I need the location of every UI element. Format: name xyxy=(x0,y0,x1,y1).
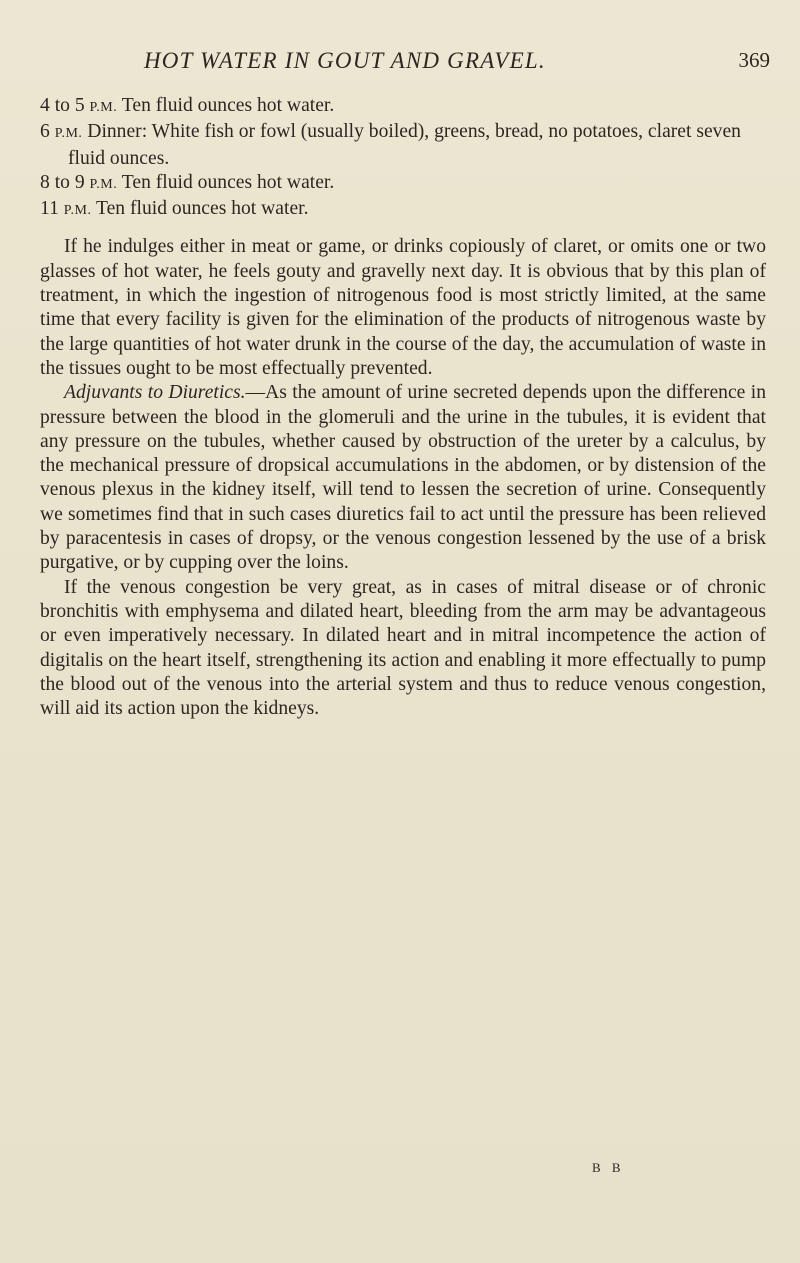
page-body xyxy=(40,94,766,721)
signature-mark: B B xyxy=(592,1160,625,1175)
schedule-entry: 11 P.M. Ten fluid ounces hot water. xyxy=(40,198,309,220)
paragraph-gout-diet: If he indulges either in meat or game, or drinks copiously of claret, or omits one or two glasses of hot water, he feels gouty and gravelly next day. It is obvious that by this plan of treatment, in which the ingestion of nitrogenous food is most strictly limited, at the same time that every facility is given for the elimination of the products of nitrogenous waste by the large quantities of hot water drunk in the course of the day, the accumulation of waste in the tissues ought to be most effectually prevented. xyxy=(40,236,766,379)
schedule-entry: 4 to 5 P.M. Ten fluid ounces hot water. xyxy=(40,95,335,116)
page-header xyxy=(40,48,770,82)
section-heading: Adjuvants to Diuretics. xyxy=(64,382,246,404)
schedule-entry: 8 to 9 P.M. Ten fluid ounces hot water. xyxy=(40,171,335,193)
paragraph-adjuvants: Adjuvants to Diuretics.—As the amount of urine secreted depends upon the difference in pressure between the blood in the glomeruli and the urine in the tubules, it is evident that any pressure on the tubules, whether caused by obstruction of the ureter by a calculus, by the mechanical pressure of dropsical accumulations in the abdomen, or by distension of the venous plexus in the kidney itself, will tend to lessen the secretion of urine. Consequently we sometimes find that in such cases diuretics fail to act until the pressure has been relieved by paracentesis in cases of dropsy, or the venous congestion lessened by the use of a brisk purgative, or by cupping over the loins. xyxy=(40,382,767,574)
page-number: 369 xyxy=(738,48,770,72)
schedule-entry: 6 P.M. Dinner: White fish or fowl (usually boiled), greens, bread, no potatoes, claret seven fluid ounces. xyxy=(40,121,741,169)
running-title: HOT WATER IN GOUT AND GRAVEL. xyxy=(144,48,546,73)
paragraph-venous-congestion: If the venous congestion be very great, as in cases of mitral disease or of chronic bronchitis with emphysema and dilated heart, bleeding from the arm may be advantageous or even imperatively necessary. In dilated heart and in mitral incompetence the action of digitalis on the heart itself, strengthening its action and enabling it more effectually to pump the blood out of the venous into the arterial system and thus to reduce venous congestion, will aid its action upon the kidneys. xyxy=(40,576,766,720)
